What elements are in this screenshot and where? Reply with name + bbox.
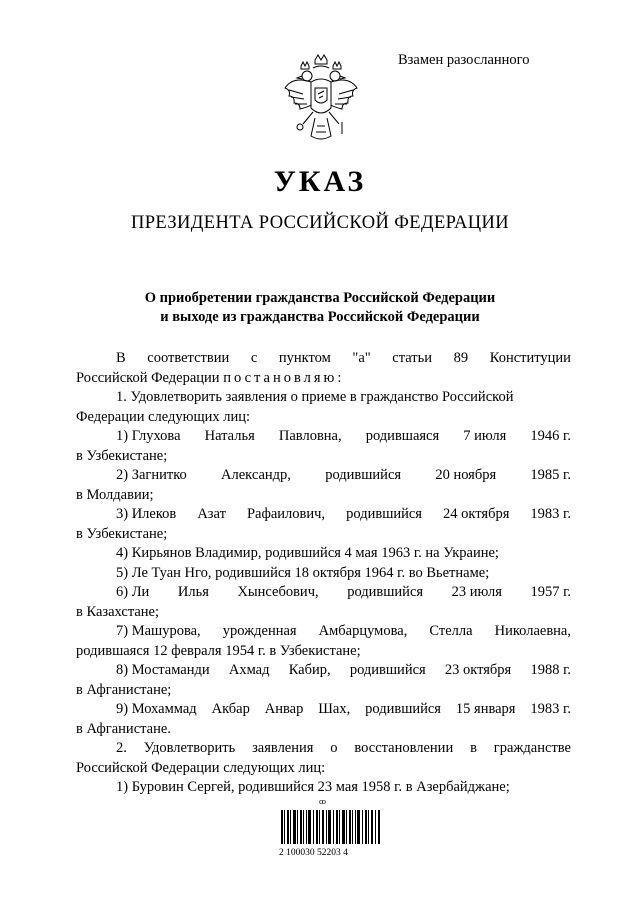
word: Удовлетворить xyxy=(143,740,236,756)
word: 1957 г. xyxy=(530,584,571,600)
word: 15 января xyxy=(455,701,516,717)
word: 1983 г. xyxy=(530,701,571,717)
word: 9) Мохаммад xyxy=(116,701,197,717)
word: пунктом xyxy=(278,350,331,366)
word: Акбар xyxy=(211,701,250,717)
barcode-mark: ꝏ xyxy=(319,798,326,806)
word: Хынсебович, xyxy=(237,584,319,600)
word: родившийся xyxy=(347,584,424,600)
person-line: в Молдавии; xyxy=(76,486,154,503)
barcode-number: 2 100030 52203 4 xyxy=(279,848,348,858)
word: 20 ноября xyxy=(435,467,497,483)
item-line: Российской Федерации следующих лиц: xyxy=(76,759,326,776)
person-line: в Узбекистане; xyxy=(76,525,168,542)
word: Конституции xyxy=(489,350,571,366)
person-line: в Казахстане; xyxy=(76,603,159,620)
word: Азат xyxy=(197,506,226,522)
person-line: в Афганистане; xyxy=(76,681,172,698)
russian-coat-of-arms-icon xyxy=(281,52,361,144)
person-line: родившаяся 12 февраля 1954 г. в Узбекистане; xyxy=(76,642,361,659)
word: 1988 г. xyxy=(530,662,571,678)
word: родившийся xyxy=(365,701,441,717)
word: Павловна, xyxy=(278,428,342,444)
decree-heading xyxy=(0,289,640,327)
word: 89 xyxy=(453,350,469,366)
word: гражданстве xyxy=(493,740,571,756)
person-line: 1) Буровин Сергей, родившийся 23 мая 1958 г. в Азербайджане; xyxy=(116,779,510,795)
heading-line: О приобретении гражданства Российской Федерации xyxy=(144,290,496,306)
word: 1985 г. xyxy=(530,467,571,483)
word: Илья xyxy=(177,584,209,600)
heading-line: и выходе из гражданства Российской Федерации xyxy=(160,309,480,325)
person-line xyxy=(76,700,571,720)
word: 3) Илеков xyxy=(116,506,177,522)
word: 24 октября xyxy=(443,506,510,522)
word: 8) Мостаманди xyxy=(116,662,210,678)
word: 1) Глухова xyxy=(116,428,181,444)
decree-body xyxy=(76,349,571,798)
word: Николаевна, xyxy=(494,623,571,639)
item-line: 1. Удовлетворить заявления о приеме в гражданство Российской xyxy=(116,389,514,405)
barcode-icon xyxy=(281,810,381,844)
word: 6) Ли xyxy=(116,584,150,600)
word: Шах, xyxy=(318,701,351,717)
decree-subtitle: ПРЕЗИДЕНТА РОССИЙСКОЙ ФЕДЕРАЦИИ xyxy=(130,213,510,233)
preamble-line xyxy=(76,349,571,369)
person-line: в Узбекистане; xyxy=(76,447,168,464)
word: заявления xyxy=(252,740,314,756)
person-line xyxy=(76,427,571,447)
word: урожденная xyxy=(222,623,297,639)
word: Ахмад xyxy=(228,662,270,678)
word: 7) Машурова, xyxy=(116,623,201,639)
person-line xyxy=(76,661,571,681)
word: 1983 г. xyxy=(530,506,571,522)
word: восстановлении xyxy=(354,740,454,756)
word: 7 июля xyxy=(463,428,507,444)
word: 1946 г. xyxy=(530,428,571,444)
word: родившийся xyxy=(346,506,422,522)
person-line: 4) Кирьянов Владимир, родившийся 4 мая 1963 г. на Украине; xyxy=(116,545,499,561)
item-line xyxy=(76,739,571,759)
person-line: в Афганистане. xyxy=(76,720,171,737)
person-line xyxy=(76,505,571,525)
person-line xyxy=(76,466,571,486)
word: родившийся xyxy=(349,662,426,678)
word: В xyxy=(116,350,126,366)
word: статьи xyxy=(392,350,433,366)
word: 2) Загнитко xyxy=(116,467,187,483)
word: Анвар xyxy=(264,701,304,717)
word: Амбарцумова, xyxy=(318,623,408,639)
person-line xyxy=(76,583,571,603)
item-line: Федерации следующих лиц: xyxy=(76,408,251,425)
preamble-line xyxy=(76,369,571,389)
text: Российской Федерации xyxy=(76,369,220,386)
person-line: 5) Ле Туан Нго, родившийся 18 октября 1964 г. во Вьетнаме; xyxy=(116,564,490,581)
word: Александр, xyxy=(221,467,291,483)
word: родившаяся xyxy=(365,428,440,444)
word: 2. xyxy=(116,740,127,756)
word: соответствии xyxy=(147,350,230,366)
decree-title: УКАЗ xyxy=(273,165,367,198)
word: 23 октября xyxy=(444,662,512,678)
word: Стелла xyxy=(429,623,473,639)
word: Рафаилович, xyxy=(246,506,326,522)
replacement-note: Взамен разосланного xyxy=(398,52,530,68)
word: 23 июля xyxy=(451,584,502,600)
word: в xyxy=(470,740,477,756)
word: Кабир, xyxy=(288,662,331,678)
word: "а" xyxy=(352,350,371,366)
word: родившийся xyxy=(325,467,402,483)
word: с xyxy=(250,350,258,366)
word: Наталья xyxy=(204,428,255,444)
spaced-decree-word: постановляю: xyxy=(223,369,345,386)
person-line xyxy=(76,622,571,642)
word: о xyxy=(330,740,338,756)
